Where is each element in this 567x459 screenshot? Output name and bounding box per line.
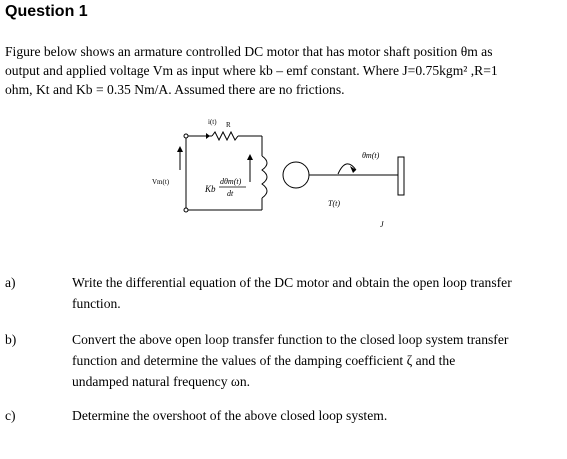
part-a-line-1: Write the differential equation of the DC motor and obtain the open loop transfer	[72, 275, 512, 290]
back-emf-numerator: dθm(t)	[220, 177, 242, 186]
back-emf-denominator: dt	[227, 189, 234, 198]
problem-statement	[5, 42, 562, 99]
back-emf-gain: Kb	[205, 184, 216, 194]
current-label: i(t)	[208, 118, 217, 126]
part-b-label: b)	[5, 332, 17, 347]
voltage-label: Vm(t)	[152, 178, 170, 186]
intro-line-1: Figure below shows an armature controlled DC motor that has motor shaft position θm as	[5, 44, 493, 59]
intro-line-2: output and applied voltage Vm as input where kb – emf constant. Where J=0.75kgm² ,R=1	[5, 63, 498, 78]
part-b-line-1: Convert the above open loop transfer function to the closed loop system transfer	[72, 332, 509, 347]
question-title: Question 1	[5, 3, 88, 20]
intro-line-3: ohm, Kt and Kb = 0.35 Nm/A. Assumed there are no frictions.	[5, 82, 345, 97]
part-b-line-2: function and determine the values of the damping coefficient ζ and the	[72, 353, 456, 368]
part-a-line-2: function.	[72, 296, 121, 311]
dc-motor-diagram	[150, 112, 430, 242]
part-c-line-1: Determine the overshoot of the above closed loop system.	[72, 408, 388, 423]
angle-label: θm(t)	[362, 151, 380, 160]
part-a-label: a)	[5, 275, 16, 290]
torque-label: T(t)	[328, 199, 340, 208]
inertia-label: J	[380, 220, 384, 229]
part-b-line-3: undamped natural frequency ωn.	[72, 374, 251, 389]
resistor-label: R	[226, 121, 231, 129]
part-c-label: c)	[5, 408, 16, 423]
